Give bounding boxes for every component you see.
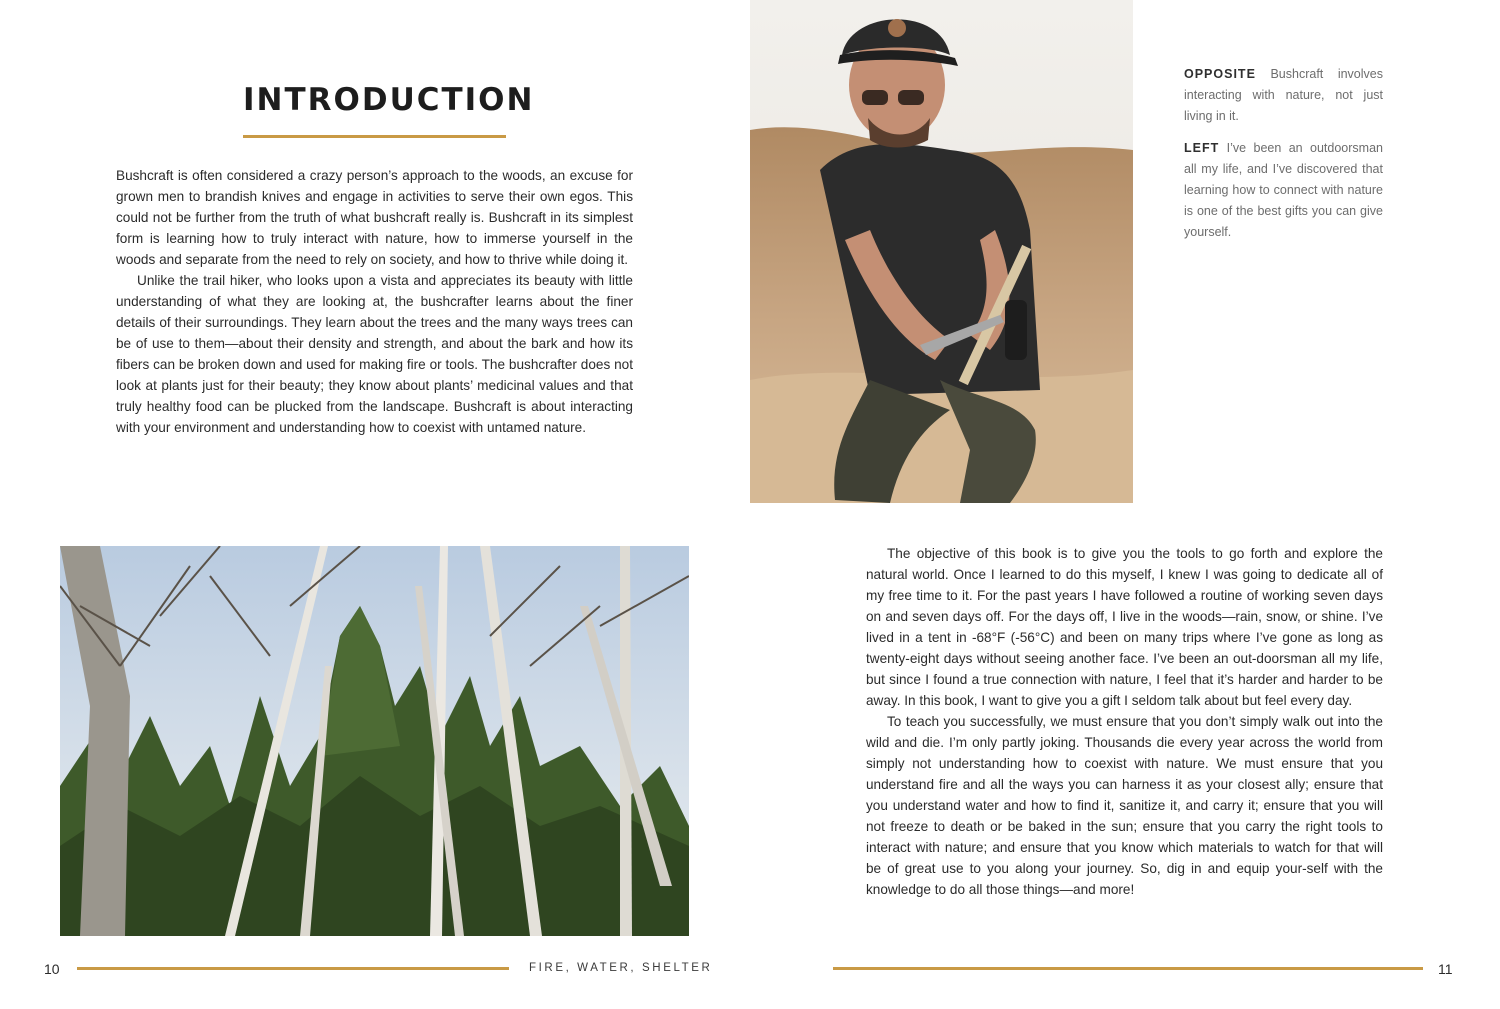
page-number-left: 10 — [44, 961, 60, 977]
right-paragraph-1: The objective of this book is to give you the tools to go forth and explore the natural world. Once I learned to do this myself, I knew I was going to dedicate all of my free time to it. For the past years I have followed a routine of working seven days on and seven days off. For the days off, I live in the woods—rain, snow, or shine. I’ve lived in a tent in -68°F (-56°C) and been on many trips where I’ve gone as long as twenty-eight days without seeing another face. I’ve been an out-doorsman all my life, but since I found a true connection with nature, I feel that it’s harder and harder to be away. In this book, I want to give you a gift I seldom talk about but feel every day. — [866, 546, 1383, 708]
right-body-text — [866, 543, 1383, 900]
footer-rule-right — [833, 967, 1423, 970]
chapter-title-block — [243, 80, 535, 138]
running-head: FIRE, WATER, SHELTER — [529, 962, 713, 974]
title-underline — [243, 135, 506, 138]
photo-forest-canopy-image — [60, 546, 689, 936]
photo-forest-canopy — [60, 546, 689, 936]
page-number-right: 11 — [1438, 961, 1453, 977]
photo-man-carving-image — [750, 0, 1133, 503]
caption-left — [1184, 138, 1383, 243]
caption-opposite-key: OPPOSITE — [1184, 67, 1256, 81]
photo-man-carving — [750, 0, 1133, 503]
caption-left-text: I’ve been an outdoorsman all my life, and I’ve discovered that learning how to connect with nature is one of the best gifts you can give yourself. — [1184, 141, 1383, 239]
left-paragraph-1: Bushcraft is often considered a crazy person’s approach to the woods, an excuse for grown men to brandish knives and engage in activities to serve their own egos. This could not be further from the truth of what bushcraft really is. Bushcraft in its simplest form is learning how to truly interact with nature, how to immerse yourself in the woods and separate from the need to rely on society, and how to thrive while doing it. — [116, 168, 633, 267]
left-paragraph-2: Unlike the trail hiker, who looks upon a vista and appreciates its beauty with little understanding of what they are looking at, the bushcrafter learns about the finer details of their surroundings. They learn about the trees and the many ways trees can be of use to them—about their density and strength, and about the bark and how its fibers can be broken down and used for making fire or tools. The bushcrafter does not look at plants just for their beauty; they know about plants’ medicinal values and that truly healthy food can be plucked from the landscape. Bushcraft is about interacting with your environment and understanding how to coexist with untamed nature. — [116, 273, 633, 435]
caption-opposite-text: Bushcraft involves interacting with nature, not just living in it. — [1184, 67, 1383, 123]
right-paragraph-2: To teach you successfully, we must ensure that you don’t simply walk out into the wild and die. I’m only partly joking. Thousands die every year across the world from simply not understanding how to coexist with nature. We must ensure that you understand fire and all the ways you can harness it as your closest ally; ensure that you understand water and how to find it, sanitize it, and carry it; ensure that you will not freeze to death or be baked in the sun; ensure that you carry the right tools to interact with nature; and ensure that you know which materials to watch for that will be of great use to you along your journey. So, dig in and equip your-self with the knowledge to do all those things—and more! — [866, 714, 1383, 897]
chapter-title: INTRODUCTION — [243, 82, 535, 118]
photo-captions — [1184, 64, 1383, 254]
caption-opposite — [1184, 64, 1383, 127]
caption-left-key: LEFT — [1184, 141, 1220, 155]
left-body-text — [116, 165, 633, 438]
footer-rule-left — [77, 967, 509, 970]
